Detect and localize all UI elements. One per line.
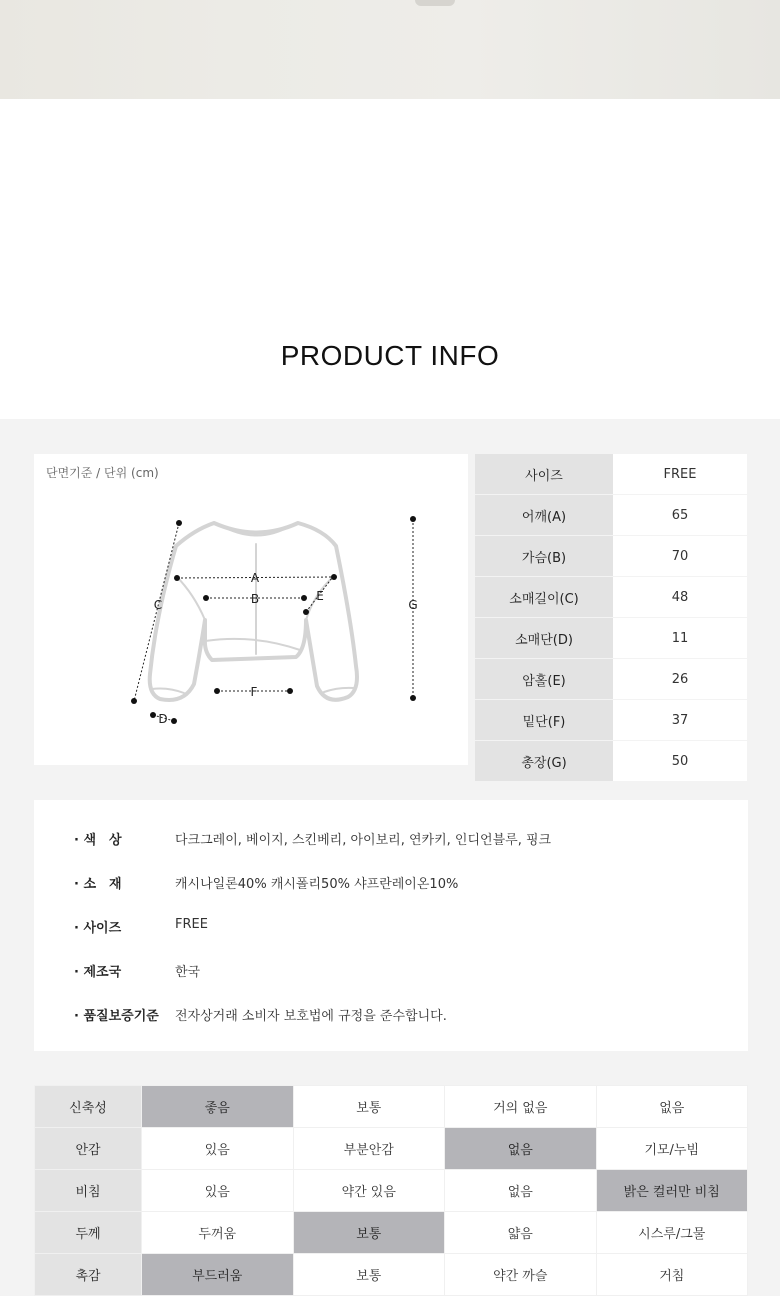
size-key: 총장(G) (475, 741, 613, 782)
cuff-right (324, 688, 354, 692)
detail-label: · 색 상 (74, 833, 122, 848)
property-row (35, 1128, 748, 1170)
property-option: 없음 (596, 1086, 748, 1128)
property-name: 촉감 (35, 1254, 142, 1296)
label-f: F (250, 685, 258, 699)
property-name: 비침 (35, 1170, 142, 1212)
size-value: 50 (613, 741, 747, 782)
size-key: 가슴(B) (475, 536, 613, 577)
property-option: 거침 (596, 1254, 748, 1296)
detail-label: · 소 재 (74, 877, 122, 892)
property-option: 보통 (293, 1254, 445, 1296)
size-row (475, 536, 747, 577)
detail-value: 캐시나일론40% 캐시폴리50% 샤프란레이온10% (175, 877, 459, 892)
size-value: 48 (613, 577, 747, 618)
size-row (475, 659, 747, 700)
size-value: 70 (613, 536, 747, 577)
unit-note: 단면기준 / 단위 (cm) (46, 466, 159, 480)
size-row (475, 741, 747, 782)
property-option-selected: 부드러움 (142, 1254, 294, 1296)
size-key: 어깨(A) (475, 495, 613, 536)
page-title: PRODUCT INFO (280, 340, 500, 371)
detail-label: · 품질보증기준 (74, 1009, 159, 1024)
size-key: 사이즈 (475, 454, 613, 495)
label-d: D (158, 712, 168, 726)
property-option: 시스루/그물 (596, 1212, 748, 1254)
size-value: 11 (613, 618, 747, 659)
property-option: 있음 (142, 1170, 294, 1212)
size-diagram (34, 454, 468, 765)
size-value: 26 (613, 659, 747, 700)
property-option: 부분안감 (293, 1128, 445, 1170)
cuff-left (152, 689, 184, 694)
size-key: 암홀(E) (475, 659, 613, 700)
detail-value: 전자상거래 소비자 보호법에 규정을 준수합니다. (175, 1009, 447, 1024)
property-option: 있음 (142, 1128, 294, 1170)
label-b: B (250, 592, 260, 606)
label-c: C (153, 598, 163, 612)
size-table (475, 454, 747, 782)
property-row (35, 1212, 748, 1254)
fabric-properties-table (34, 1085, 748, 1296)
product-photo (0, 0, 780, 99)
garment-diagram (34, 454, 468, 765)
label-e: E (316, 589, 324, 603)
size-value: 65 (613, 495, 747, 536)
property-option-selected: 보통 (293, 1212, 445, 1254)
property-name: 안감 (35, 1128, 142, 1170)
property-option: 두꺼움 (142, 1212, 294, 1254)
size-key: 밑단(F) (475, 700, 613, 741)
property-option: 약간 있음 (293, 1170, 445, 1212)
armhole-left (176, 576, 205, 620)
property-option: 기모/누빔 (596, 1128, 748, 1170)
property-option: 없음 (445, 1170, 597, 1212)
detail-label: · 제조국 (74, 965, 122, 980)
size-key: 소매단(D) (475, 618, 613, 659)
property-option: 거의 없음 (445, 1086, 597, 1128)
property-name: 두께 (35, 1212, 142, 1254)
label-a: A (250, 571, 260, 585)
product-details (34, 800, 748, 1051)
size-value: 37 (613, 700, 747, 741)
size-row (475, 454, 747, 495)
property-option-selected: 밝은 컬러만 비침 (596, 1170, 748, 1212)
detail-value: FREE (175, 917, 208, 932)
property-option: 약간 까슬 (445, 1254, 597, 1296)
photo-edge (415, 0, 455, 6)
size-row (475, 618, 747, 659)
property-row (35, 1086, 748, 1128)
property-name: 신축성 (35, 1086, 142, 1128)
label-g: G (408, 598, 418, 612)
detail-label: · 사이즈 (74, 921, 122, 936)
size-row (475, 495, 747, 536)
size-value: FREE (613, 454, 747, 495)
property-option: 얇음 (445, 1212, 597, 1254)
detail-value: 다크그레이, 베이지, 스킨베리, 아이보리, 연카키, 인디언블루, 핑크 (175, 833, 552, 848)
size-row (475, 700, 747, 741)
garment-outline (150, 523, 357, 700)
property-option: 보통 (293, 1086, 445, 1128)
size-key: 소매길이(C) (475, 577, 613, 618)
property-row (35, 1170, 748, 1212)
property-option-selected: 좋음 (142, 1086, 294, 1128)
property-row (35, 1254, 748, 1296)
detail-value: 한국 (175, 965, 201, 980)
hem-band (205, 639, 300, 650)
size-row (475, 577, 747, 618)
property-option-selected: 없음 (445, 1128, 597, 1170)
